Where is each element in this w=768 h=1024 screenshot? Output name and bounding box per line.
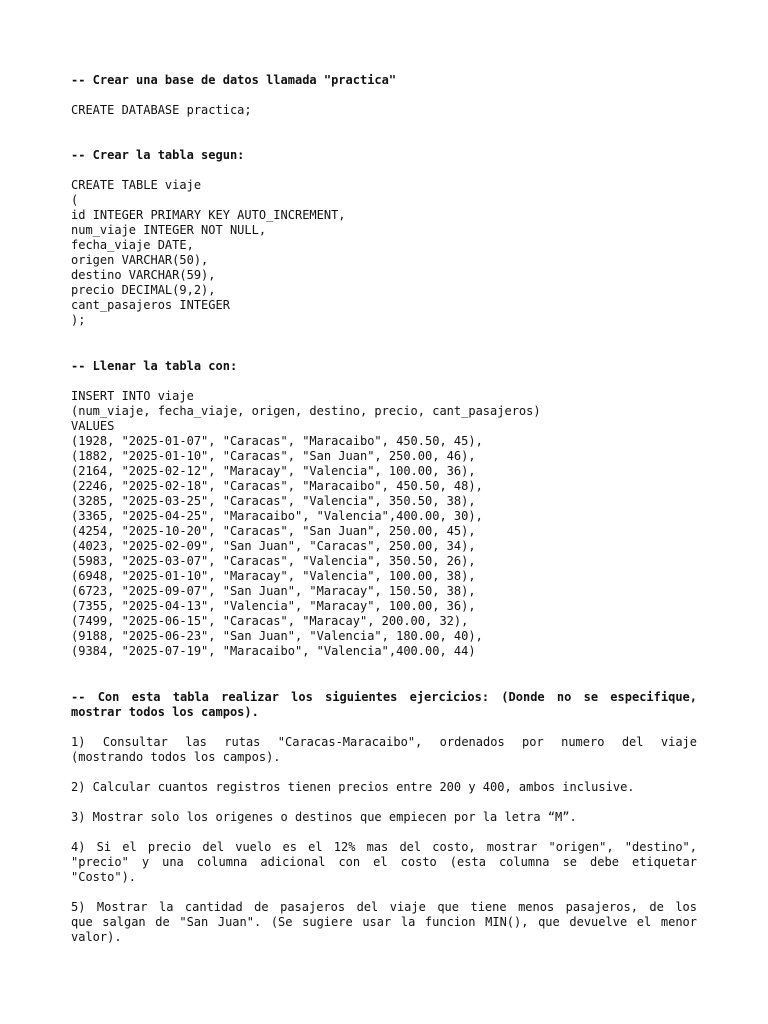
code-line: (num_viaje, fecha_viaje, origen, destino, precio, cant_pasajeros)	[71, 404, 541, 418]
code-line: VALUES	[71, 419, 115, 433]
exercise-line: "precio" y una columna adicional con el costo (esta columna se debe etiquetar	[71, 855, 697, 869]
code-line: (7355, "2025-04-13", "Valencia", "Maracay", 100.00, 36),	[71, 599, 476, 613]
heading-line: mostrar todos los campos).	[71, 705, 259, 719]
code-line: (2164, "2025-02-12", "Maracay", "Valencia", 100.00, 36),	[71, 464, 476, 478]
code-line: CREATE TABLE viaje	[71, 178, 202, 192]
code-line: (5983, "2025-03-07", "Caracas", "Valencia", 350.50, 26),	[71, 554, 476, 568]
code-line: id INTEGER PRIMARY KEY AUTO_INCREMENT,	[71, 208, 346, 222]
code-line: fecha_viaje DATE,	[71, 238, 194, 252]
code-line: (2246, "2025-02-18", "Caracas", "Maracaibo", 450.50, 48),	[71, 479, 483, 493]
code-line: (6948, "2025-01-10", "Maracay", "Valencia", 100.00, 38),	[71, 569, 476, 583]
section-heading: -- Crear una base de datos llamada "practica"	[71, 73, 397, 87]
exercise-2	[71, 780, 697, 795]
exercise-line: 5) Mostrar la cantidad de pasajeros del viaje que tiene menos pasajeros, de los	[71, 900, 697, 914]
code-line: (9188, "2025-06-23", "San Juan", "Valencia", 180.00, 40),	[71, 629, 483, 643]
code-line: (4254, "2025-10-20", "Caracas", "San Juan", 250.00, 45),	[71, 524, 476, 538]
exercise-5	[71, 900, 697, 945]
code-line	[71, 659, 697, 674]
exercise-4	[71, 840, 697, 885]
code-line: (9384, "2025-07-19", "Maracaibo", "Valencia",400.00, 44)	[71, 644, 476, 658]
code-line: (6723, "2025-09-07", "San Juan", "Maracay", 150.50, 38),	[71, 584, 476, 598]
section-insert-data	[71, 359, 697, 674]
code-line: (4023, "2025-02-09", "San Juan", "Caracas", 250.00, 34),	[71, 539, 476, 553]
code-line: (7499, "2025-06-15", "Caracas", "Maracay", 200.00, 32),	[71, 614, 469, 628]
code-line: (3365, "2025-04-25", "Maracaibo", "Valencia",400.00, 30),	[71, 509, 483, 523]
exercises-heading	[71, 690, 697, 720]
code-line: (1882, "2025-01-10", "Caracas", "San Juan", 250.00, 46),	[71, 449, 476, 463]
code-line: precio DECIMAL(9,2),	[71, 283, 216, 297]
exercise-line: (mostrando todos los campos).	[71, 750, 281, 764]
section-create-table	[71, 148, 697, 328]
exercise-line: valor).	[71, 930, 122, 944]
code-line: (1928, "2025-01-07", "Caracas", "Maracaibo", 450.50, 45),	[71, 434, 483, 448]
section-exercises	[71, 690, 697, 945]
exercise-line: 3) Mostrar solo los origenes o destinos que empiecen por la letra “M”.	[71, 810, 577, 824]
exercise-line: 1) Consultar las rutas "Caracas-Maracaibo", ordenados por numero del viaje	[71, 735, 697, 749]
code-line: CREATE DATABASE practica;	[71, 103, 252, 117]
section-heading: -- Llenar la tabla con:	[71, 359, 238, 373]
code-line: cant_pasajeros INTEGER	[71, 298, 230, 312]
exercise-line: 4) Si el precio del vuelo es el 12% mas del costo, mostrar "origen", "destino",	[71, 840, 697, 854]
exercise-3	[71, 810, 697, 825]
section-create-database	[71, 73, 697, 118]
code-line: INSERT INTO viaje	[71, 389, 194, 403]
code-line: (3285, "2025-03-25", "Caracas", "Valencia", 350.50, 38),	[71, 494, 476, 508]
exercise-line: 2) Calcular cuantos registros tienen precios entre 200 y 400, ambos inclusive.	[71, 780, 635, 794]
section-heading: -- Crear la tabla segun:	[71, 148, 245, 162]
code-line: destino VARCHAR(59),	[71, 268, 216, 282]
heading-line: -- Con esta tabla realizar los siguientes ejercicios: (Donde no se especifique,	[71, 690, 697, 704]
exercise-1	[71, 735, 697, 765]
code-line: (	[71, 193, 79, 207]
exercise-line: que salgan de "San Juan". (Se sugiere usar la funcion MIN(), que devuelve el menor	[71, 915, 697, 929]
code-line: );	[71, 313, 86, 327]
exercise-line: "Costo").	[71, 870, 137, 884]
code-line: num_viaje INTEGER NOT NULL,	[71, 223, 267, 237]
code-line: origen VARCHAR(50),	[71, 253, 209, 267]
